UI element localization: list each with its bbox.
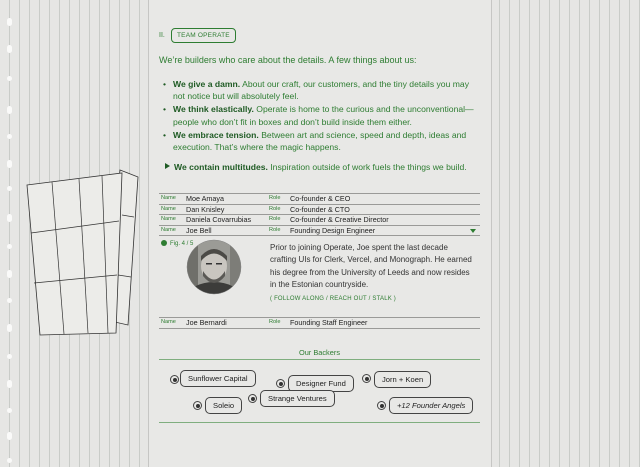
right-notebook-panel — [490, 0, 640, 467]
backer-chip[interactable] — [389, 397, 473, 414]
radio-dot-icon — [170, 375, 179, 384]
team-row[interactable] — [159, 193, 480, 204]
triangle-right-icon — [165, 163, 170, 169]
binder-hole — [7, 408, 12, 413]
team-row[interactable] — [159, 204, 480, 215]
team-row[interactable] — [159, 317, 480, 329]
radio-dot-icon — [362, 374, 371, 383]
value-item — [162, 78, 482, 102]
team-row-expanded[interactable] — [159, 225, 480, 237]
value-text: About our craft, our customers, and the tiny details you may not notice but will absolutely feel. — [173, 79, 469, 102]
section-tag: TEAM OPERATE — [171, 28, 236, 43]
collapsed-value-toggle[interactable] — [165, 162, 467, 172]
left-notebook-panel — [0, 0, 148, 467]
member-name: Joe Bernardi — [186, 318, 227, 327]
binder-hole — [7, 160, 12, 168]
binder-hole — [7, 354, 12, 359]
values-list — [162, 78, 482, 154]
section-number: II. — [159, 32, 165, 39]
sketch-drawing — [22, 165, 142, 340]
backer-chip[interactable]: Designer Fund — [288, 375, 354, 392]
binder-hole — [7, 186, 12, 191]
role-label: Role — [269, 226, 281, 233]
value-text: Between art and science, speed and depth, ideas and execution. That’s where the magic happens. — [173, 129, 467, 153]
member-links[interactable]: ( FOLLOW ALONG / REACH OUT / STALK ) — [270, 296, 396, 302]
binder-hole — [7, 214, 12, 222]
value-text: Inspiration outside of work fuels the things we build. — [267, 162, 467, 172]
name-label: Name — [161, 195, 176, 201]
dot-icon — [161, 240, 167, 246]
backer-chip[interactable]: Soleio — [205, 397, 242, 414]
member-bio: Prior to joining Operate, Joe spent the last decade crafting UIs for Clerk, Vercel, and Monograph. He earned his degree from the University of Leeds and now resides in the Estonian countryside. — [270, 243, 472, 289]
backer-chip[interactable]: Sunflower Capital — [180, 370, 256, 387]
role-label: Role — [269, 216, 281, 222]
divider — [159, 359, 480, 360]
member-photo — [186, 238, 242, 296]
divider — [159, 422, 480, 423]
value-title: We contain multitudes. — [174, 162, 268, 172]
member-name: Moe Amaya — [186, 194, 224, 203]
binder-hole — [7, 380, 12, 388]
name-label: Name — [161, 205, 176, 212]
value-title: We embrace tension. — [173, 129, 259, 140]
backer-chip-label: +12 Founder Angels — [397, 401, 466, 410]
name-label: Name — [161, 319, 176, 325]
binder-hole — [7, 298, 12, 303]
radio-dot-icon — [276, 379, 285, 388]
team-row[interactable] — [159, 214, 480, 225]
member-role: Founding Staff Engineer — [290, 318, 368, 327]
binder-hole — [7, 270, 12, 278]
member-role: Co-founder & CEO — [290, 194, 351, 203]
binder-hole — [7, 458, 12, 463]
value-text: Operate is home to the curious and the unconventional—people who don’t fit in boxes and don’t build inside them either. — [173, 104, 474, 127]
role-label: Role — [269, 319, 281, 325]
name-label: Name — [161, 216, 176, 222]
backers-title: Our Backers — [298, 348, 341, 357]
member-role: Co-founder & Creative Director — [290, 215, 389, 224]
binder-hole — [7, 432, 12, 440]
value-item — [162, 103, 482, 127]
radio-dot-icon — [377, 401, 386, 410]
chevron-down-icon[interactable] — [470, 229, 476, 233]
backer-chip[interactable]: Jorn + Koen — [374, 371, 431, 388]
binder-hole — [7, 45, 12, 53]
member-role: Founding Design Engineer — [290, 225, 376, 235]
member-name: Dan Knisley — [186, 204, 225, 214]
binder-hole — [7, 76, 12, 81]
role-label: Role — [269, 195, 281, 201]
binder-hole — [7, 244, 12, 249]
value-title: We think elastically. — [173, 104, 254, 115]
name-label: Name — [161, 226, 176, 233]
figure-label: Fig. 4 / 5 — [170, 241, 194, 247]
radio-dot-icon — [193, 401, 202, 410]
binder-hole — [7, 324, 12, 332]
binder-hole — [7, 134, 12, 139]
member-name: Joe Bell — [186, 225, 212, 235]
intro-text: We’re builders who care about the details. A few things about us: — [159, 55, 417, 65]
binder-hole — [7, 18, 12, 26]
backer-chip[interactable]: Strange Ventures — [260, 390, 335, 407]
member-role: Co-founder & CTO — [290, 204, 350, 214]
member-name: Daniela Covarrubias — [186, 215, 252, 224]
value-title: We give a damn. — [173, 79, 241, 89]
binder-hole — [7, 106, 12, 114]
radio-dot-icon — [248, 394, 257, 403]
role-label: Role — [269, 205, 281, 212]
value-item — [162, 129, 482, 153]
